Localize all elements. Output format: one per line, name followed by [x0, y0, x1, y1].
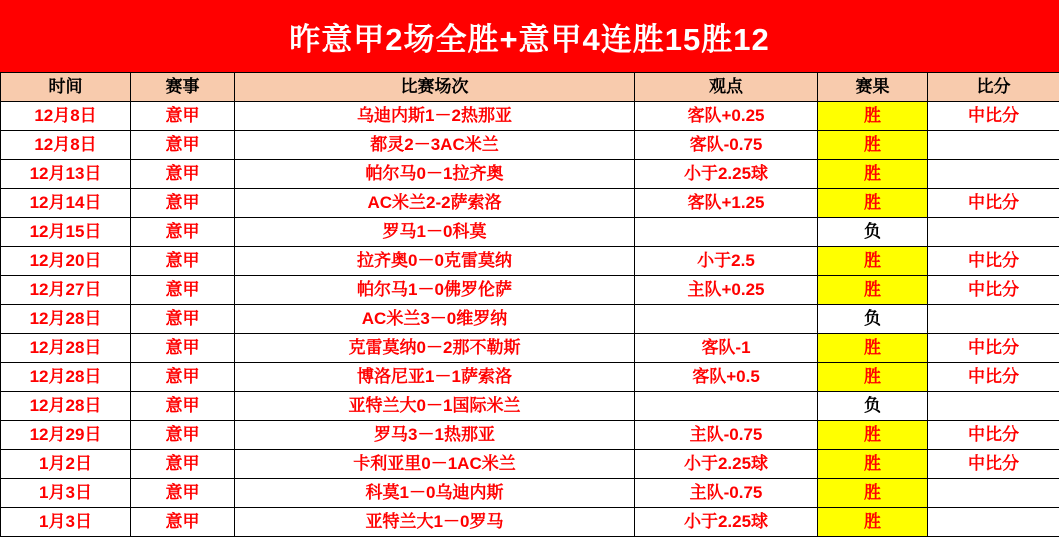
cell-time: 12月27日: [1, 276, 131, 305]
cell-score: 中比分: [928, 247, 1059, 276]
cell-match: 罗马3－1热那亚: [235, 421, 635, 450]
table-row: [1, 276, 1059, 305]
cell-result: 胜: [818, 421, 928, 450]
cell-time: 12月15日: [1, 218, 131, 247]
cell-view: 客队+1.25: [635, 189, 818, 218]
cell-league: 意甲: [131, 160, 235, 189]
cell-score: [928, 392, 1059, 421]
cell-league: 意甲: [131, 305, 235, 334]
cell-score: 中比分: [928, 102, 1059, 131]
cell-result: 胜: [818, 131, 928, 160]
table-row: [1, 479, 1059, 508]
cell-view: 客队-0.75: [635, 131, 818, 160]
column-header-view: 观点: [635, 73, 818, 102]
cell-view: 客队-1: [635, 334, 818, 363]
cell-time: 12月28日: [1, 334, 131, 363]
cell-league: 意甲: [131, 102, 235, 131]
column-header-league: 赛事: [131, 73, 235, 102]
cell-result: 胜: [818, 450, 928, 479]
cell-match: 博洛尼亚1－1萨索洛: [235, 363, 635, 392]
cell-view: 主队-0.75: [635, 479, 818, 508]
cell-time: 12月8日: [1, 102, 131, 131]
cell-view: 客队+0.25: [635, 102, 818, 131]
cell-score: 中比分: [928, 334, 1059, 363]
cell-result: 胜: [818, 247, 928, 276]
cell-match: 拉齐奥0－0克雷莫纳: [235, 247, 635, 276]
cell-match: 帕尔马0－1拉齐奥: [235, 160, 635, 189]
cell-view: [635, 392, 818, 421]
cell-match: 克雷莫纳0－2那不勒斯: [235, 334, 635, 363]
table-row: [1, 102, 1059, 131]
cell-time: 12月28日: [1, 392, 131, 421]
cell-league: 意甲: [131, 479, 235, 508]
cell-league: 意甲: [131, 421, 235, 450]
cell-match: 都灵2－3AC米兰: [235, 131, 635, 160]
column-header-score: 比分: [928, 73, 1059, 102]
table-row: [1, 189, 1059, 218]
table-row: [1, 363, 1059, 392]
cell-match: 罗马1－0科莫: [235, 218, 635, 247]
table-row: [1, 508, 1059, 537]
cell-score: 中比分: [928, 421, 1059, 450]
cell-league: 意甲: [131, 276, 235, 305]
table-body: [1, 102, 1059, 537]
cell-league: 意甲: [131, 218, 235, 247]
cell-view: 小于2.25球: [635, 450, 818, 479]
cell-time: 12月28日: [1, 363, 131, 392]
cell-match: 卡利亚里0－1AC米兰: [235, 450, 635, 479]
column-header-result: 赛果: [818, 73, 928, 102]
cell-score: 中比分: [928, 450, 1059, 479]
cell-match: 亚特兰大0－1国际米兰: [235, 392, 635, 421]
cell-score: [928, 218, 1059, 247]
cell-result: 胜: [818, 334, 928, 363]
cell-time: 1月3日: [1, 508, 131, 537]
cell-score: [928, 160, 1059, 189]
cell-time: 12月14日: [1, 189, 131, 218]
cell-result: 负: [818, 218, 928, 247]
cell-result: 负: [818, 305, 928, 334]
page-title: 昨意甲2场全胜+意甲4连胜15胜12: [289, 14, 770, 59]
cell-view: 小于2.5: [635, 247, 818, 276]
cell-result: 胜: [818, 189, 928, 218]
column-header-time: 时间: [1, 73, 131, 102]
cell-league: 意甲: [131, 131, 235, 160]
table-row: [1, 247, 1059, 276]
cell-view: [635, 305, 818, 334]
cell-score: [928, 479, 1059, 508]
cell-result: 负: [818, 392, 928, 421]
cell-match: 帕尔马1－0佛罗伦萨: [235, 276, 635, 305]
cell-league: 意甲: [131, 508, 235, 537]
cell-match: AC米兰3－0维罗纳: [235, 305, 635, 334]
cell-score: [928, 131, 1059, 160]
cell-time: 12月8日: [1, 131, 131, 160]
cell-league: 意甲: [131, 247, 235, 276]
cell-result: 胜: [818, 160, 928, 189]
cell-match: 科莫1－0乌迪内斯: [235, 479, 635, 508]
cell-result: 胜: [818, 479, 928, 508]
table-row: [1, 334, 1059, 363]
table-row: [1, 421, 1059, 450]
table-row: [1, 305, 1059, 334]
cell-league: 意甲: [131, 392, 235, 421]
cell-time: 12月29日: [1, 421, 131, 450]
cell-score: [928, 508, 1059, 537]
cell-time: 12月13日: [1, 160, 131, 189]
cell-score: 中比分: [928, 276, 1059, 305]
cell-league: 意甲: [131, 334, 235, 363]
cell-time: 1月2日: [1, 450, 131, 479]
cell-view: 小于2.25球: [635, 160, 818, 189]
cell-time: 12月28日: [1, 305, 131, 334]
cell-view: 客队+0.5: [635, 363, 818, 392]
table-row: [1, 392, 1059, 421]
cell-match: 亚特兰大1－0罗马: [235, 508, 635, 537]
cell-view: 小于2.25球: [635, 508, 818, 537]
cell-league: 意甲: [131, 450, 235, 479]
cell-match: AC米兰2-2萨索洛: [235, 189, 635, 218]
cell-league: 意甲: [131, 363, 235, 392]
header-row: [1, 73, 1059, 102]
cell-time: 1月3日: [1, 479, 131, 508]
cell-league: 意甲: [131, 189, 235, 218]
cell-view: [635, 218, 818, 247]
cell-time: 12月20日: [1, 247, 131, 276]
cell-view: 主队-0.75: [635, 421, 818, 450]
cell-score: 中比分: [928, 189, 1059, 218]
cell-view: 主队+0.25: [635, 276, 818, 305]
cell-score: [928, 305, 1059, 334]
cell-result: 胜: [818, 276, 928, 305]
cell-result: 胜: [818, 102, 928, 131]
cell-score: 中比分: [928, 363, 1059, 392]
table-row: [1, 160, 1059, 189]
column-header-match: 比赛场次: [235, 73, 635, 102]
title-bar: [0, 0, 1059, 72]
table-header: [1, 73, 1059, 102]
cell-result: 胜: [818, 508, 928, 537]
cell-result: 胜: [818, 363, 928, 392]
table-row: [1, 131, 1059, 160]
table-row: [1, 218, 1059, 247]
table-row: [1, 450, 1059, 479]
cell-match: 乌迪内斯1－2热那亚: [235, 102, 635, 131]
matches-table: [0, 72, 1059, 537]
